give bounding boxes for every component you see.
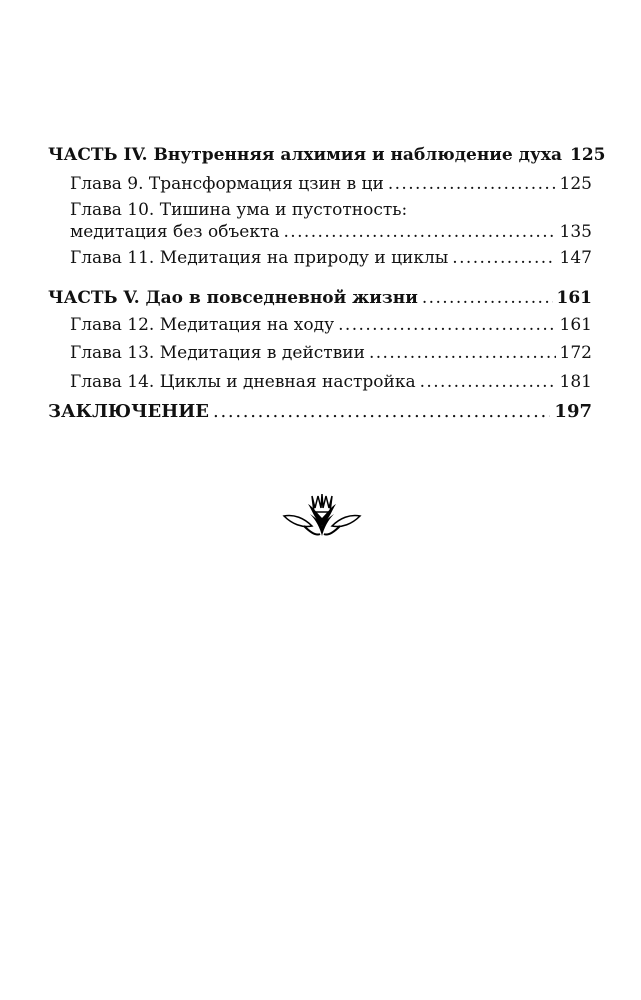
toc-title: Глава 13. Медитация в действии (70, 343, 365, 363)
toc-title: ЧАСТЬ IV. Внутренняя алхимия и наблюдение духа (48, 145, 562, 165)
toc-title: Глава 10. Тишина ума и пустотность: (70, 200, 408, 220)
toc-entry (70, 173, 592, 195)
toc-title: Глава 11. Медитация на природу и циклы (70, 248, 449, 268)
toc-entry (48, 144, 606, 166)
toc-entry (70, 342, 592, 364)
dot-leader (388, 173, 556, 195)
toc-entry (70, 247, 592, 269)
toc-page: 172 (559, 343, 592, 363)
toc-entry-line1 (70, 199, 592, 221)
dot-leader (422, 287, 553, 309)
toc-entry (70, 221, 592, 243)
dot-leader (338, 314, 555, 336)
toc-page: 197 (554, 401, 592, 422)
toc-entry (70, 371, 592, 393)
dot-leader (213, 401, 550, 423)
toc-entry (70, 314, 592, 336)
toc-title: ЧАСТЬ V. Дао в повседневной жизни (48, 288, 418, 308)
toc-page: 161 (559, 315, 592, 335)
lotus-icon (282, 492, 362, 542)
toc-title: ЗАКЛЮЧЕНИЕ (48, 401, 209, 422)
toc-entry (48, 401, 592, 423)
toc-page: 181 (559, 372, 592, 392)
toc-page: 147 (559, 248, 592, 268)
toc-page: 161 (556, 288, 592, 308)
toc-title: Глава 9. Трансформация цзин в ци (70, 174, 384, 194)
toc-title: медитация без объекта (70, 222, 280, 242)
dot-leader (420, 371, 556, 393)
dot-leader (284, 221, 556, 243)
toc-entry (48, 287, 592, 309)
toc-page: 125 (570, 145, 606, 165)
dot-leader (369, 342, 556, 364)
dot-leader (452, 247, 555, 269)
toc-page: 135 (559, 222, 592, 242)
toc-title: Глава 14. Циклы и дневная настройка (70, 372, 416, 392)
toc-title: Глава 12. Медитация на ходу (70, 315, 335, 335)
toc-page: 125 (559, 174, 592, 194)
